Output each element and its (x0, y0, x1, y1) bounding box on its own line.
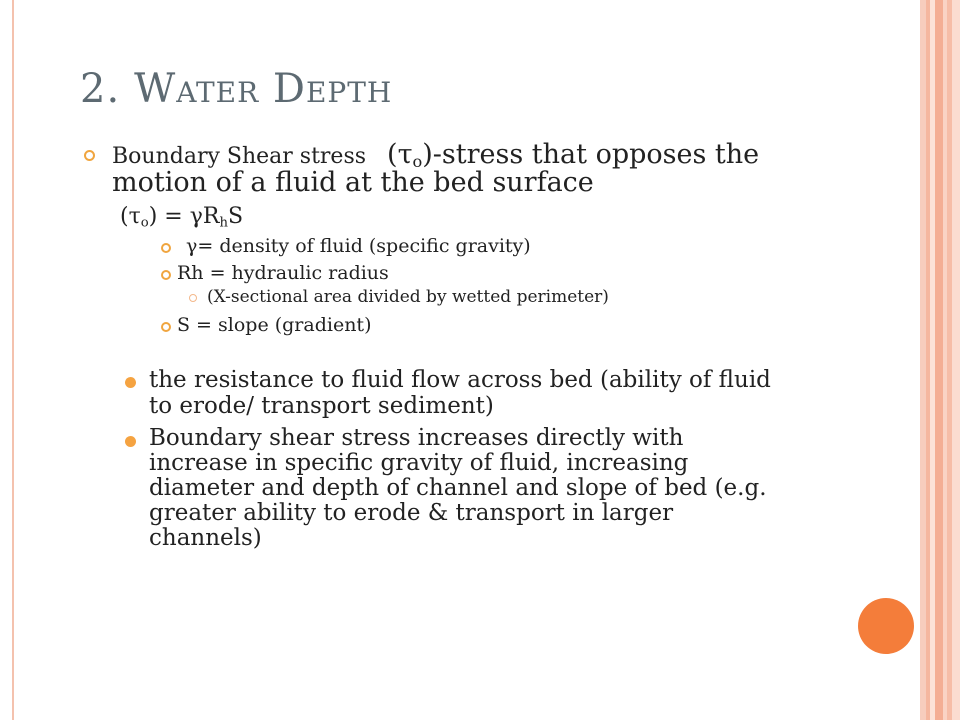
formula-lhs-sub: o (140, 215, 149, 231)
decor-stripe (952, 0, 960, 720)
formula-lhs-open: (τ (120, 204, 141, 229)
left-border-line (12, 0, 14, 720)
sub-item-rh-detail: (X-sectional area divided by wetted perimeter) (207, 287, 609, 307)
slide-title (80, 66, 392, 112)
bullet-dot-icon (125, 377, 136, 388)
subbullet-circle-icon (161, 270, 171, 280)
subbullet-circle-icon (161, 243, 171, 253)
tau-sub: o (412, 152, 423, 172)
title-text: Water Depth (134, 66, 393, 112)
bullet1-line2: motion of a fluid at the bed surface (112, 167, 594, 198)
sub-item-gamma: γ= density of fluid (specific gravity) (186, 235, 531, 257)
bullet-dot-icon (125, 436, 136, 447)
formula-lhs-close: ) = γR (148, 204, 220, 229)
sub-item-slope: S = slope (gradient) (177, 314, 372, 336)
formula (120, 203, 243, 237)
tau-rest: )-stress that opposes the (422, 139, 760, 170)
bullet3-line1: Boundary shear stress increases directly with (149, 425, 684, 451)
tau-open: (τ (387, 139, 413, 170)
bullet2-line2: to erode/ transport sediment) (149, 393, 494, 419)
decor-stripe (935, 0, 943, 720)
bullet1-prefix: Boundary Shear stress (112, 144, 367, 169)
sub-item-rh: Rh = hydraulic radius (177, 262, 389, 284)
formula-s: S (227, 204, 244, 229)
bullet3-line3: diameter and depth of channel and slope of bed (e.g. (149, 475, 767, 501)
title-number: 2. (80, 66, 121, 112)
bullet2-line1: the resistance to fluid flow across bed (ability of fluid (149, 367, 771, 393)
subbullet-circle-icon (161, 322, 171, 332)
subsubbullet-circle-icon (189, 294, 197, 302)
bullet1-tau (387, 139, 759, 170)
bullet3-line4: greater ability to erode & transport in larger (149, 500, 674, 526)
bullet3-line2: increase in specific gravity of fluid, increasing (149, 450, 689, 476)
formula-rh-sub: h (219, 215, 228, 231)
bullet3-line5: channels) (149, 525, 262, 551)
decor-circle-icon (858, 598, 914, 654)
bullet-circle-icon (84, 150, 95, 161)
